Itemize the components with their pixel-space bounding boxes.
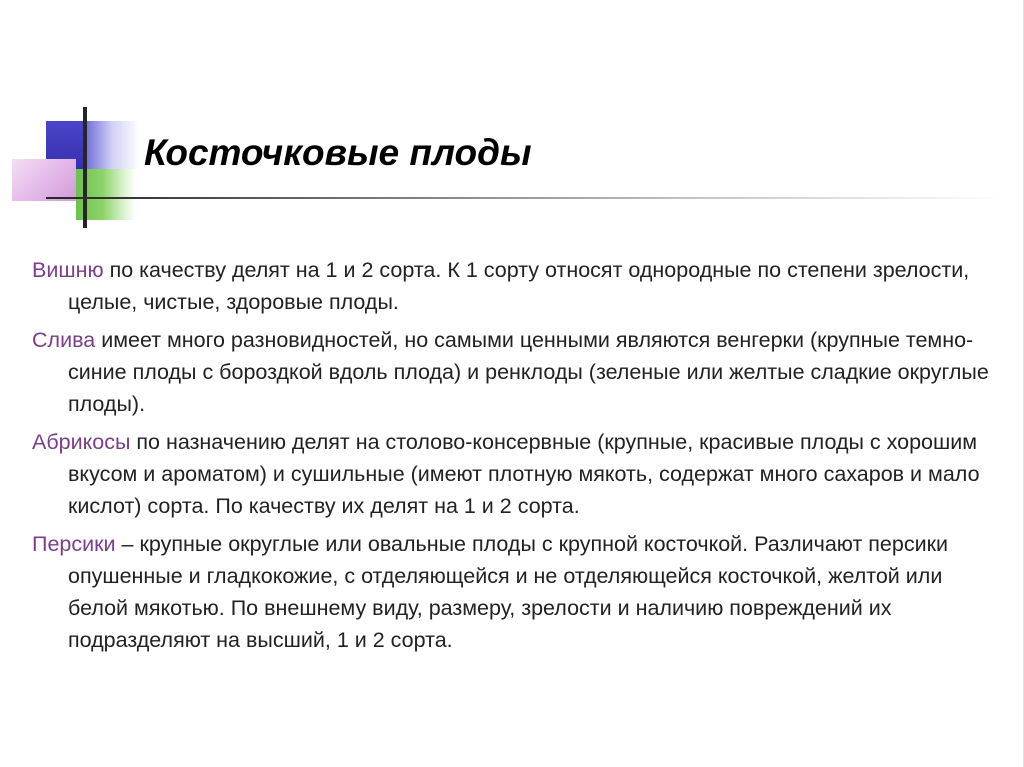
paragraph-keyword: Вишню xyxy=(32,258,104,282)
title-underline xyxy=(46,197,1006,199)
paragraph-peach xyxy=(32,528,992,656)
paragraph-text: по качеству делят на 1 и 2 сорта. К 1 сорту относят однородные по степени зрелости, целые, чистые, здоровые плоды. xyxy=(68,258,970,314)
paragraph-cherry xyxy=(32,254,992,318)
paragraph-keyword: Слива xyxy=(32,328,96,352)
paragraph-text: имеет много разновидностей, но самыми ценными являются венгерки (крупные темно-синие плоды с бороздкой вдоль плода) и ренклоды (зеленые или желтые сладкие округлые плоды). xyxy=(68,328,989,416)
title-decoration xyxy=(0,0,150,240)
slide-body xyxy=(32,254,992,656)
paragraph-keyword: Абрикосы xyxy=(32,430,131,454)
decor-blue-fade xyxy=(85,121,140,169)
decor-vertical-line xyxy=(83,107,87,228)
paragraph-keyword: Персики xyxy=(32,532,116,556)
paragraph-plum xyxy=(32,324,992,420)
paragraph-apricot xyxy=(32,426,992,522)
paragraph-text: – крупные округлые или овальные плоды с крупной косточкой. Различают персики опушенные и гладкокожие, с отделяющейся и не отделяющейся косточкой, желтой или белой мякотью. По внешнему виду, размеру, зрелости и наличию повреждений их подразделяют на высший, 1 и 2 сорта. xyxy=(68,532,949,652)
slide-title: Косточковые плоды xyxy=(144,132,532,173)
decor-pink-square xyxy=(12,159,76,201)
paragraph-text: по назначению делят на столово-консервные (крупные, красивые плоды с хорошим вкусом и ароматом) и сушильные (имеют плотную мякоть, содержат много сахаров и мало кислот) сорта. По качеству их делят на 1 и 2 сорта. xyxy=(68,430,980,518)
